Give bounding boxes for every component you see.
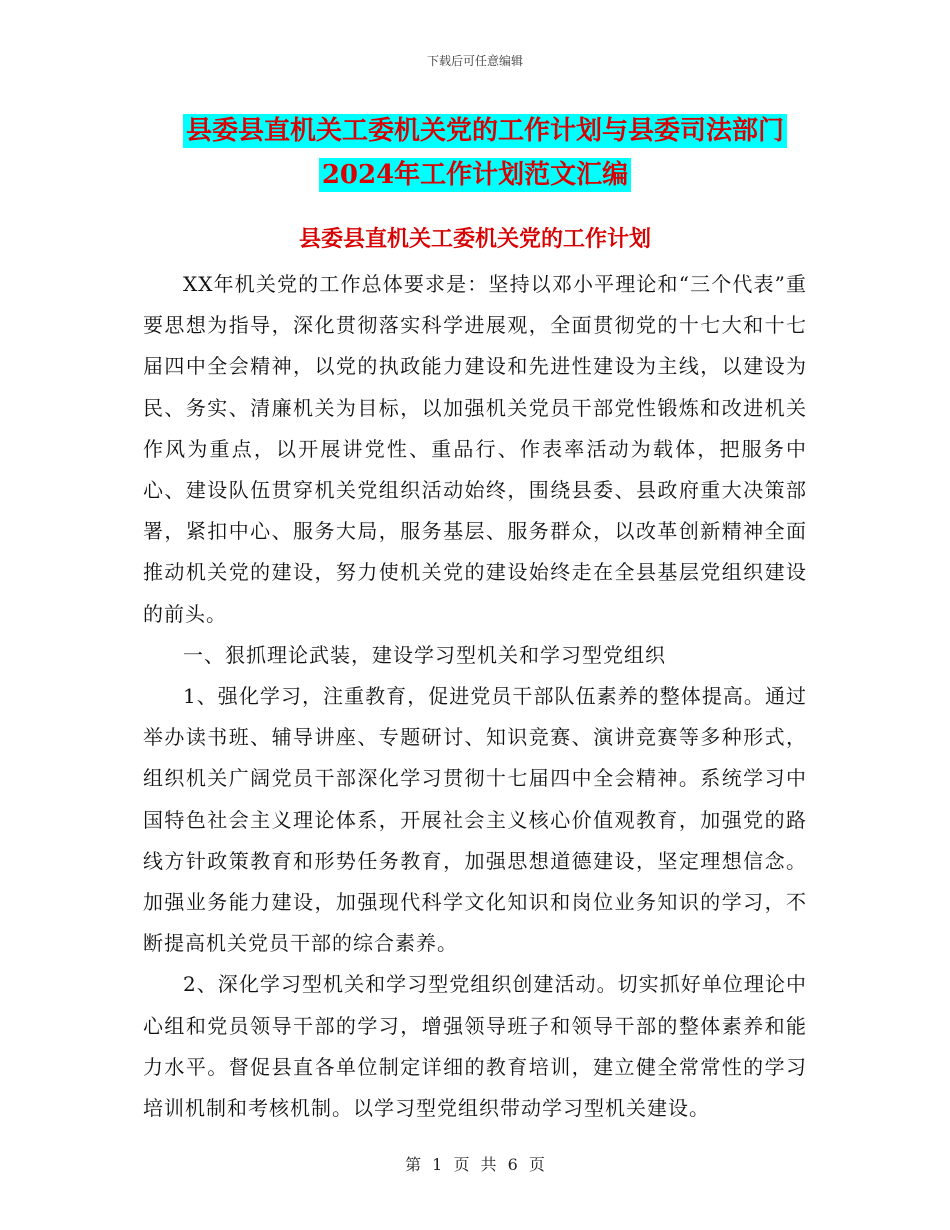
document-title-line-2 [0, 157, 950, 193]
document-title-line-1 [0, 113, 950, 149]
paragraph-item-1: 1、强化学习，注重教育，促进党员干部队伍素养的整体提高。通过举办读书班、辅导讲座、专题研讨、知识竞赛、演讲竞赛等多种形式，组织机关广阔党员干部深化学习贯彻十七届四中全会精神。系统学习中国特色社会主义理论体系，开展社会主义核心价值观教育，加强党的路线方针政策教育和形势任务教育，加强思想道德建设，坚定理想信念。加强业务能力建设，加强现代科学文化知识和岗位业务知识的学习，不断提高机关党员干部的综合素养。 [143, 684, 807, 956]
document-body [143, 264, 807, 1129]
title-highlight-1: 县委县直机关工委机关党的工作计划与县委司法部门 [183, 114, 787, 148]
paragraph-intro: XX年机关党的工作总体要求是：坚持以邓小平理论和“三个代表”重要思想为指导，深化贯彻落实科学进展观，全面贯彻党的十七大和十七届四中全会精神，以党的执政能力建设和先进性建设为主线，以建设为民、务实、清廉机关为目标，以加强机关党员干部党性锻炼和改进机关作风为重点，以开展讲党性、重品行、作表率活动为载体，把服务中心、建设队伍贯穿机关党组织活动始终，围绕县委、县政府重大决策部署，紧扣中心、服务大局，服务基层、服务群众，以改革创新精神全面推动机关党的建设，努力使机关党的建设始终走在全县基层党组织建设的前头。 [143, 272, 807, 626]
header-note: 下载后可任意编辑 [426, 54, 523, 68]
page-footer: 第 1 页 共 6 页 [405, 1155, 545, 1174]
section-title: 县委县直机关工委机关党的工作计划 [298, 226, 651, 252]
title-highlight-2: 2024年工作计划范文汇编 [319, 158, 631, 192]
paragraph-item-2: 2、深化学习型机关和学习型党组织创建活动。切实抓好单位理论中心组和党员领导干部的学习，增强领导班子和领导干部的整体素养和能力水平。督促县直各单位制定详细的教育培训，建立健全常常性的学习培训机制和考核机制。以学习型党组织带动学习型机关建设。 [143, 972, 807, 1121]
paragraph-heading-1: 一、狠抓理论武装，建设学习型机关和学习型党组织 [183, 642, 666, 667]
